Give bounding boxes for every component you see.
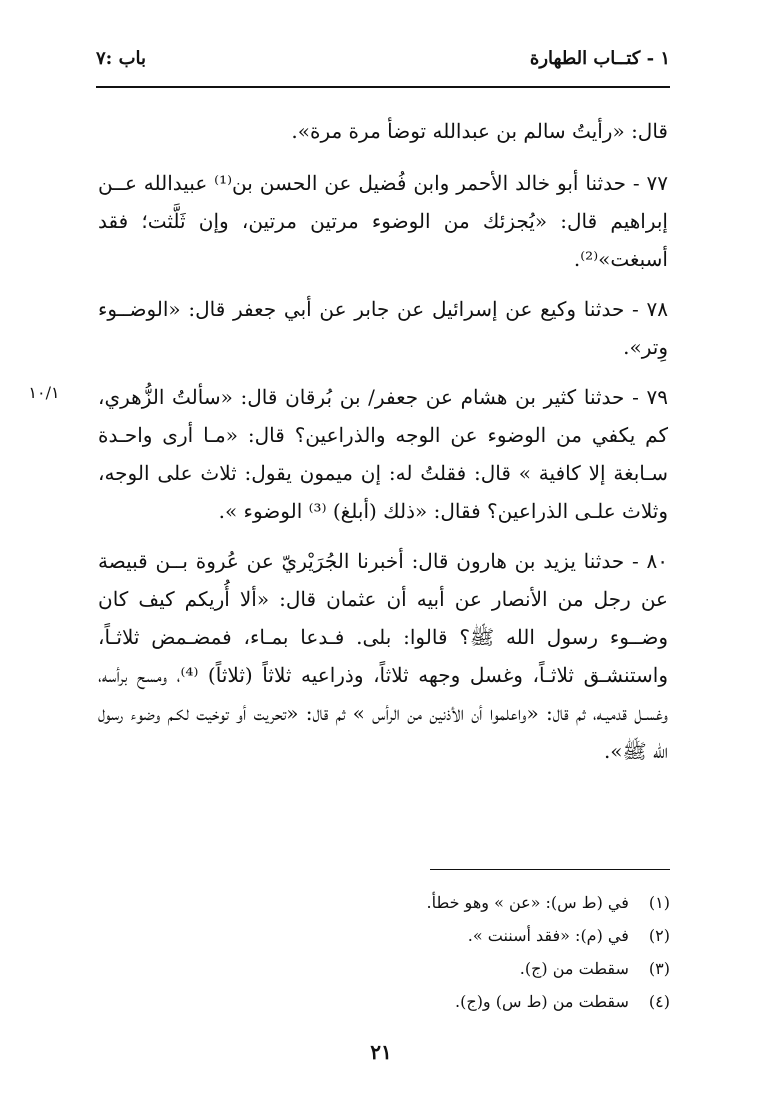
footnote-number: (١) xyxy=(648,893,670,912)
paragraph-hadith-79: ٧٩ - حدثنا كثير بن هشام عن جعفر/ بن بُرقان قال: «سألتُ الزُّهري، كم يكفي من الوضوء عن الوجه والذراعين؟ قال: «مـا أرى واحـدة سـابغة إلا كافية » قال: فقلتُ له: إن ميمون يقول: ثلاث على الوجه، وثلاث علـى الذراعين؟ فقال: «ذلك (أبلغ) ⁽³⁾ الوضوء ». xyxy=(98,385,668,523)
main-text xyxy=(98,112,668,782)
footnote-item xyxy=(330,952,670,985)
chapter-title: ١ - كتــاب الطهارة xyxy=(529,48,670,69)
page-number: ٢١ xyxy=(370,1040,392,1064)
paragraph-hadith-78: ٧٨ - حدثنا وكيع عن إسرائيل عن جابر عن أبي جعفر قال: «الوضــوء وِتر». xyxy=(98,297,668,359)
header-divider xyxy=(96,86,670,88)
footnote-text: في (ط س): «عن » وهو خطأ. xyxy=(426,893,629,912)
running-header xyxy=(96,48,670,78)
footnotes xyxy=(330,886,670,1018)
footnote-item xyxy=(330,919,670,952)
section-title: باب :٧ xyxy=(96,48,147,69)
footnote-item xyxy=(330,985,670,1018)
footnote-number: (٢) xyxy=(648,926,670,945)
paragraph-hadith-77: ٧٧ - حدثنا أبو خالد الأحمر وابن فُضيل عن الحسن بن⁽¹⁾ عبيدالله عــن إبراهيم قال: «يُجزئك من الوضوء مرتين مرتين، وإن ثَلَّثت؛ فقد أسبغت»⁽²⁾. xyxy=(98,171,669,271)
footnote-divider xyxy=(430,869,670,870)
manuscript-folio-note: ١٠/١ xyxy=(28,383,60,402)
footnote-text: سقطت من (ج). xyxy=(519,959,629,978)
footnote-text: في (م): «فقد أسننت ». xyxy=(467,926,629,945)
paragraph-hadith-80: ٨٠ - حدثنا يزيد بن هارون قال: أخبرنا الجُرَيْريّ عن عُروة بــن قبيصة عن رجل من الأنصار عن أبيه أن عثمان قال: «ألا أُريكم كيف كان وضــوء رسول الله ﷺ؟ قالوا: بلى. فـدعا بمـاء، فمضـمض ثلاثـاً، واستنشـق ثلاثـاً، وغسل وجهه ثلاثاً، وذراعيه ثلاثاً (ثلاثاً) ⁽⁴⁾، ومسح برأسه، وغسـل قدميـه، ثم قال: «واعلموا أن الأذنين من الرأس » ثم قال: «تحريت أو توخيت لكـم وضوء رسول الله ﷺ». xyxy=(98,549,668,763)
footnote-number: (٤) xyxy=(648,992,670,1011)
footnote-number: (٣) xyxy=(648,959,670,978)
paragraph: قال: «رأيتُ سالم بن عبدالله توضأ مرة مرة». xyxy=(291,119,668,143)
footnote-item xyxy=(330,886,670,919)
footnote-text: سقطت من (ط س) و(ج). xyxy=(455,992,629,1011)
